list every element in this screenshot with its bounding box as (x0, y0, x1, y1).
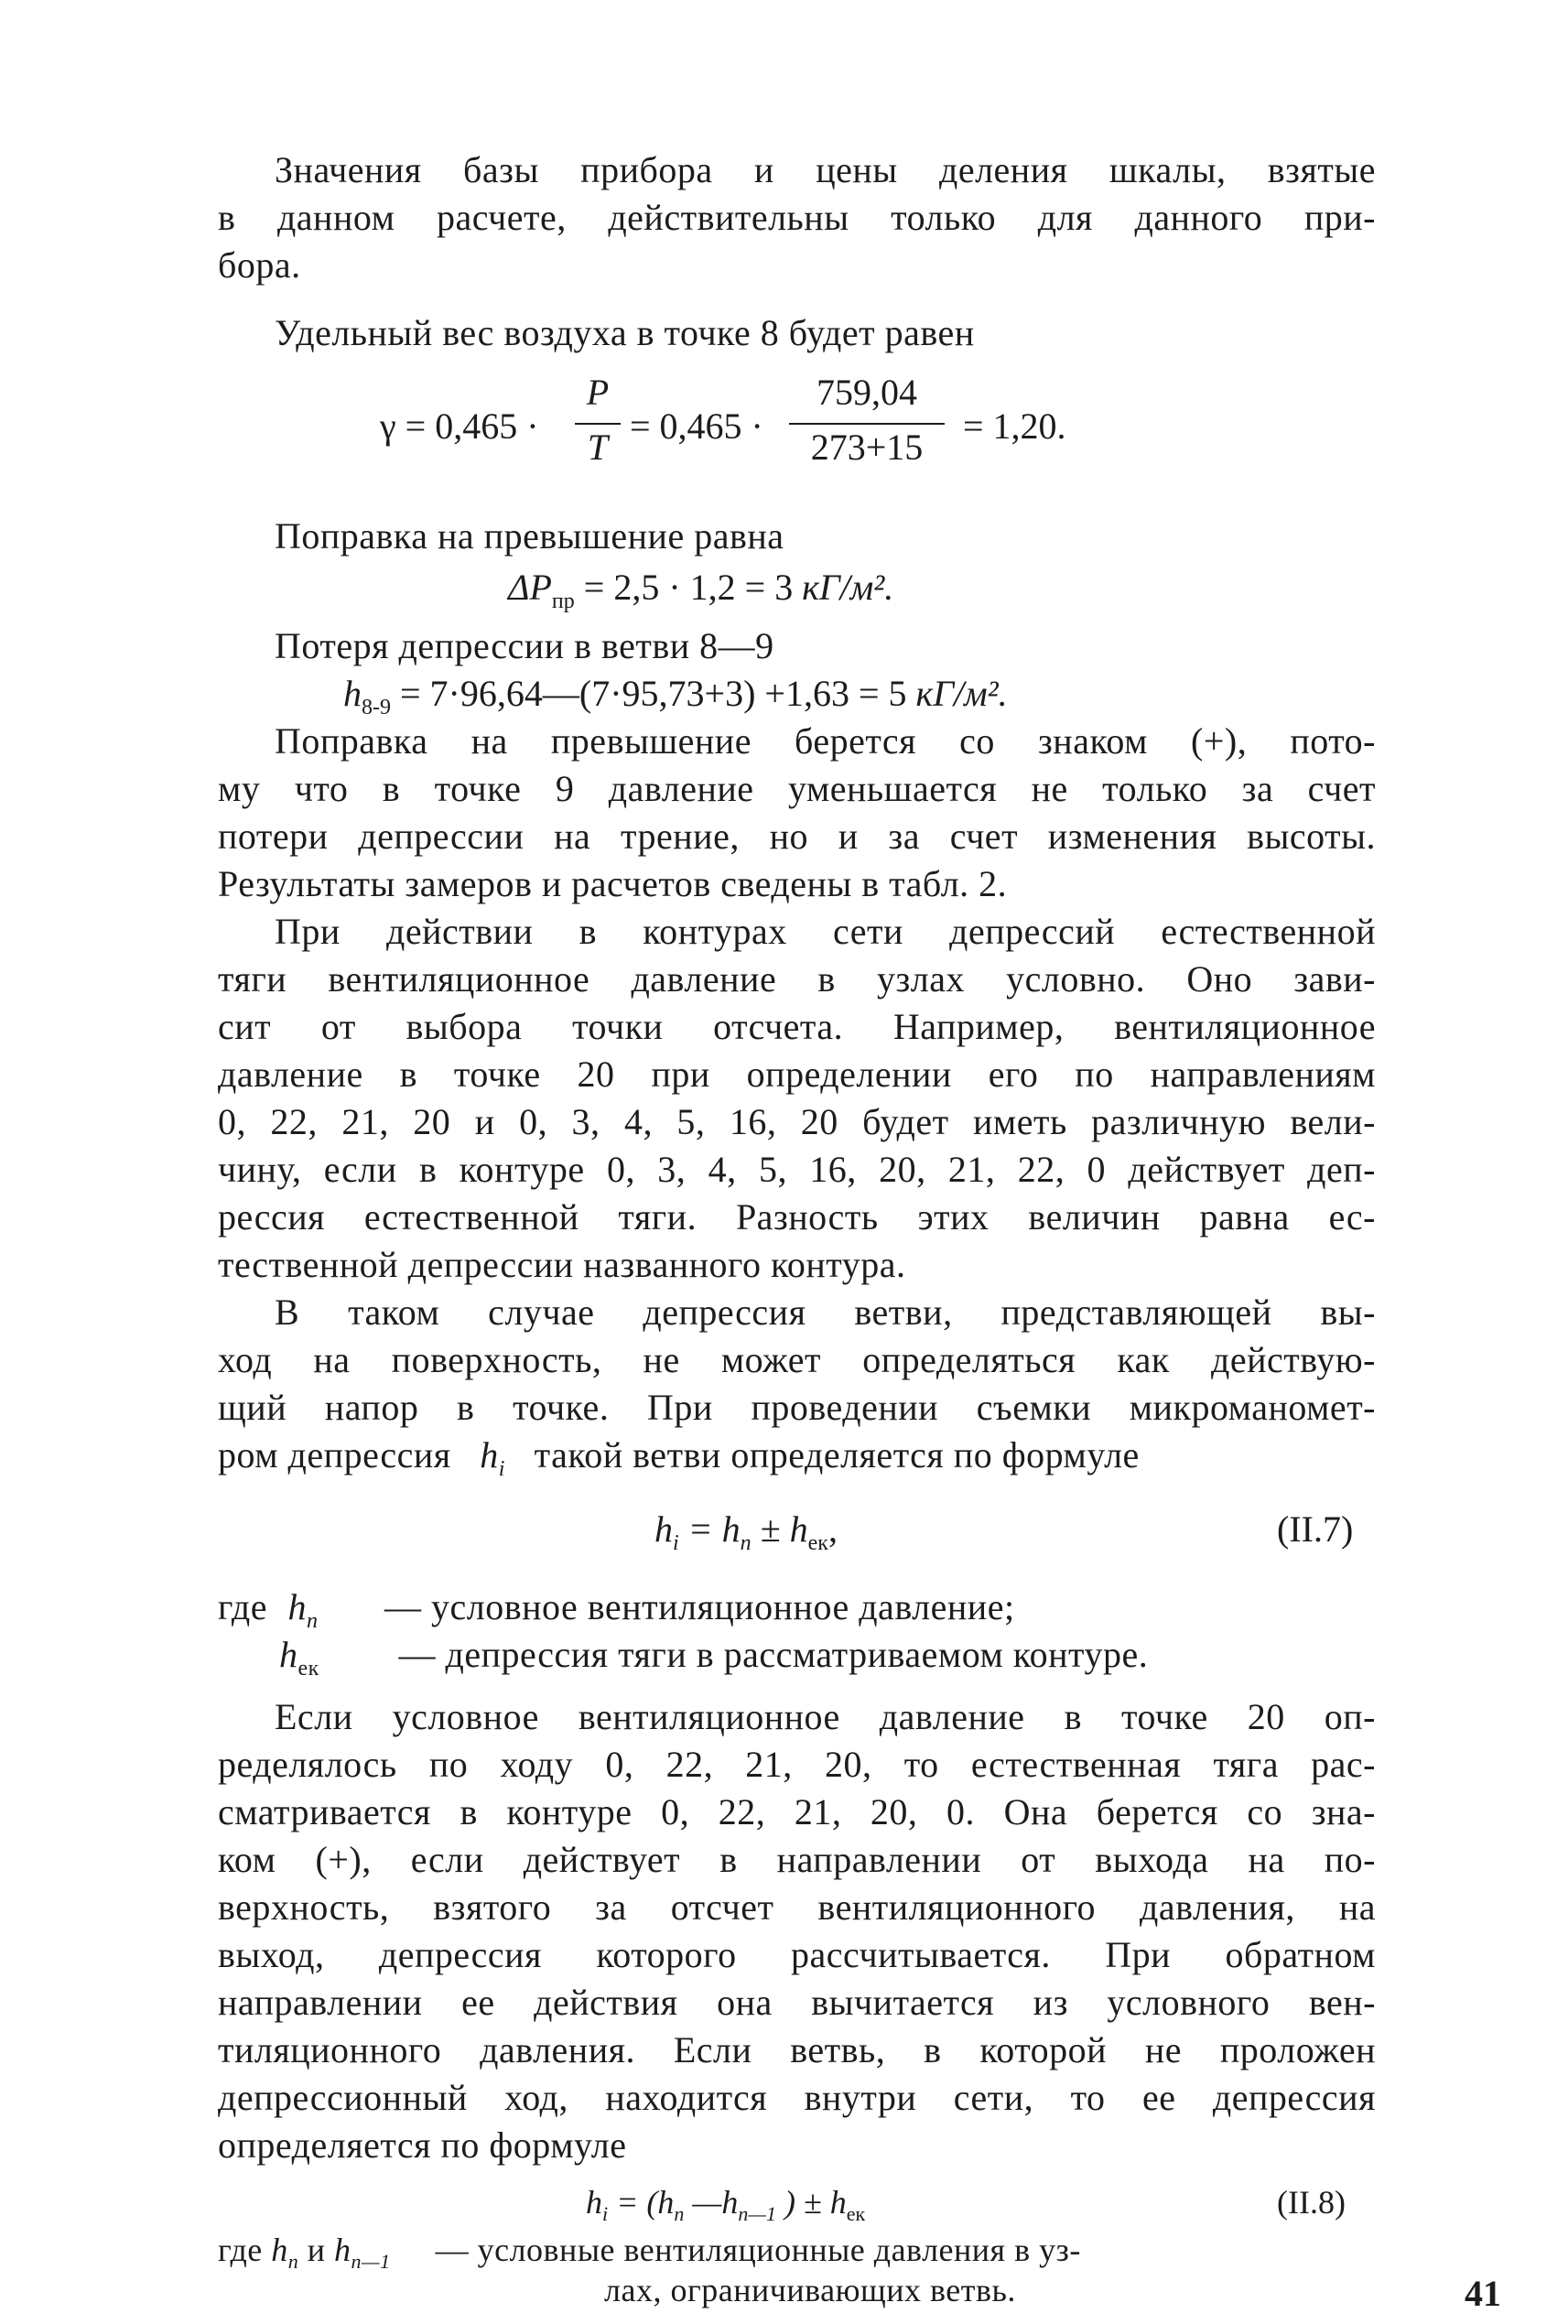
text-line: 0, 22, 21, 20 и 0, 3, 4, 5, 16, 20 будет иметь различную вели- (218, 1101, 1376, 1142)
where-line: $h_{ек}$ — депрессия тяги в рассматриваемом контуре. (279, 1634, 1149, 1681)
text-line: щий напор в точке. При проведении съемки микроманомет- (218, 1387, 1376, 1428)
fraction-bar (575, 423, 621, 425)
text-line: сит от выбора точки отсчета. Например, вентиляционное (218, 1006, 1376, 1047)
formula-part: = 0,465 · (630, 405, 763, 447)
text-line: ход на поверхность, не может определяться как действую- (218, 1339, 1376, 1380)
delta-p-formula: $\Delta P_{пр} = 2,5 \cdot 1,2 = 3$ кГ/м². (508, 567, 894, 613)
page-number: 41 (1465, 2273, 1501, 2314)
where-line: где $h_n$ и $h_{n—1}$ — условные вентиляционные давления в уз- (218, 2232, 1081, 2274)
text-line: сматривается в контуре 0, 22, 21, 20, 0. Она берется со зна- (218, 1791, 1376, 1832)
fraction-denominator: 273+15 (810, 427, 924, 468)
equation-number: (II.7) (1277, 1508, 1354, 1550)
text-line: определяется по формуле (218, 2124, 627, 2166)
formula-part: = 1,20. (963, 405, 1066, 447)
text-line: направлении ее действия она вычитается из условного вен- (218, 1982, 1376, 2023)
text-line-with-symbol: ром депрессия $h_i$ такой ветви определяется по формуле (218, 1434, 1140, 1481)
text-line: Поправка на превышение берется со знаком (+), пото- (275, 720, 1376, 762)
fraction-numerator: P (586, 372, 610, 413)
text-line: выход, депрессия которого рассчитывается. При обратном (218, 1934, 1376, 1975)
text-line: тяги вентиляционное давление в узлах условно. Оно зави- (218, 958, 1376, 1000)
text-line: верхность, взятого за отсчет вентиляционного давления, на (218, 1886, 1376, 1928)
text-line: При действии в контурах сети депрессий естественной (275, 911, 1376, 952)
text-line: Результаты замеров и расчетов сведены в табл. 2. (218, 863, 1008, 904)
formula-part: γ = 0,465 · (380, 405, 539, 447)
equation-ii8: $h_i = (h_n$ $—h_{n—1}$ ) ± $h_{ек}$ (586, 2184, 866, 2226)
text-line: Если условное вентиляционное давление в точке 20 оп- (275, 1696, 1376, 1737)
text-line: бора. (218, 244, 301, 286)
text-line: Значения базы прибора и цены деления шкалы, взятые (275, 149, 1376, 190)
text-line: рессия естественной тяги. Разность этих величин равна ес- (218, 1196, 1376, 1238)
text-line: давление в точке 20 при определении его по направлениям (218, 1054, 1376, 1095)
equation-ii7: $h_i = h_n \pm h_{ек}$, (654, 1508, 838, 1555)
text-line: му что в точке 9 давление уменьшается не только за счет (218, 768, 1376, 809)
text-line: тественной депрессии названного контура. (218, 1244, 906, 1285)
text-line: Потеря депрессии в ветви 8—9 (275, 625, 774, 666)
text-line: депрессионный ход, находится внутри сети, то ее депрессия (218, 2077, 1376, 2118)
text-line: ределялось по ходу 0, 22, 21, 20, то естественная тяга рас- (218, 1744, 1376, 1785)
where-line: где $h_n$ — условное вентиляционное давление; (218, 1586, 1015, 1633)
text-line: потери депрессии на трение, но и за счет изменения высоты. (218, 816, 1376, 857)
fraction-denominator: T (587, 427, 609, 468)
fraction-bar (789, 423, 945, 425)
text-line: тиляционного давления. Если ветвь, в которой не проложен (218, 2029, 1376, 2070)
text-line: Поправка на превышение равна (275, 515, 784, 557)
equation-number: (II.8) (1277, 2184, 1346, 2221)
fraction-numerator: 759,04 (816, 372, 917, 413)
text-line: ком (+), если действует в направлении от выхода на по- (218, 1839, 1376, 1880)
text-line: чину, если в контуре 0, 3, 4, 5, 16, 20, 21, 22, 0 действует деп- (218, 1149, 1376, 1190)
text-line: В таком случае депрессия ветви, представляющей вы- (275, 1292, 1376, 1333)
h89-formula: $h_{8-9}$ = 7·96,64—(7·95,73+3) +1,63 = 5 кГ/м². (343, 673, 1008, 719)
text-line: в данном расчете, действительны только для данного при- (218, 197, 1376, 238)
text-line: Удельный вес воздуха в точке 8 будет равен (275, 312, 975, 353)
text-line: лах, ограничивающих ветвь. (604, 2272, 1016, 2308)
